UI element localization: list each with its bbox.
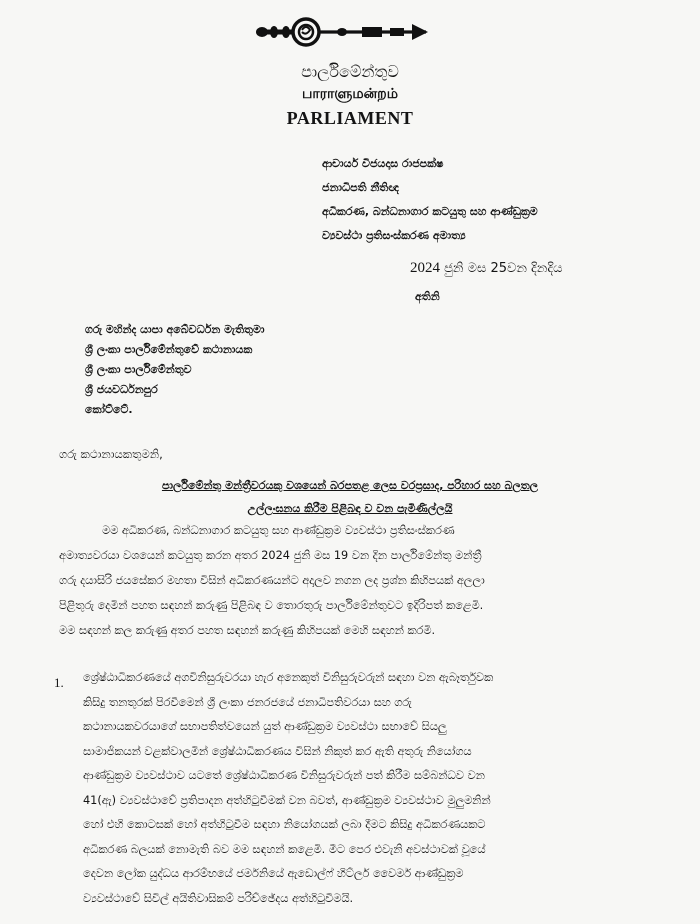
paragraph-line: මම අධිකරණ, බන්ධනාගාර කටයුතු සහ ආණ්ඩුක්‍රම ව්‍යවස්ථා ප්‍රතිසංස්කරණ bbox=[102, 524, 455, 537]
letterhead-sinhala: පාර්ලිමේන්තුව bbox=[301, 62, 399, 81]
paragraph-line: පිළිතුරු දෙමින් පහත සඳහන් කරුණු පිළිබඳ ව තොරතුරු පාර්ලිමේන්තුවට ඉදිරිපත් කළෙමි. bbox=[59, 599, 484, 612]
numbered-item-1 bbox=[83, 666, 639, 911]
minister-name: ආචාර්ය විජයදාස රාජපක්ෂ bbox=[322, 157, 444, 170]
paragraph-line: ගරු දයාසිරි ජයසේකර මහතා විසින් අධිකරණයන්ට අදාලව නගන ලද ප්‍රශ්න කිහිපයක් අලලා bbox=[59, 574, 485, 587]
addressee-line: ශ්‍රී ලංකා පාර්ලිමේන්තුව bbox=[85, 363, 192, 376]
letter-date bbox=[410, 260, 562, 277]
item-number: 1. bbox=[54, 675, 64, 690]
item-line: සාමාජිකයන් වළක්වාලමින් ශ්‍රේෂ්ඨාධිකරණය විසින් නිකුත් කර ඇති අතුරු නියෝගය bbox=[83, 744, 472, 758]
minister-title: ජනාධිපති නීතිඥ bbox=[322, 181, 399, 194]
paragraph-line: මම සඳහන් කල කරුණු අතර පහත සඳහන් කරුණු කිහිපයක් මෙහි සඳහන් කරමි. bbox=[59, 624, 436, 637]
item-line: ශ්‍රේෂ්ඨාධිකරණයේ අගවිනිසුරුවරයා හැර අනෙකුත් විනිසුරුවරුන් සඳහා වන ඇබෑර්තුවක bbox=[83, 671, 494, 684]
subject-line: උල්ලංඝනය කිරීම පිළිබඳ ව වන පැමිණිල්ලයි bbox=[247, 502, 453, 515]
item-line: ව්‍යවස්ථාවේ සිවිල් අයිතිවාසිකම් පරිච්ඡේදය අත්හිටුවීමයි. bbox=[83, 891, 354, 905]
addressee-block bbox=[85, 320, 265, 420]
greeting: ගරු කථානායකතුමනි, bbox=[59, 447, 163, 461]
addressee-line: කෝට්ටේ. bbox=[85, 403, 133, 416]
addressee-line: ශ්‍රී ජයවර්ධනපුර bbox=[85, 383, 158, 396]
letterhead-english: PARLIAMENT bbox=[286, 108, 414, 128]
item-line: ආණ්ඩුක්‍රම ව්‍යවස්ථාව යටතේ ශ්‍රේෂ්ඨාධිකරණ විනිසුරුවරුන් පත් කිරීම සම්බන්ධව වන bbox=[83, 769, 485, 782]
minister-portfolio-line-1: අධිකරණ, බන්ධනාගාර කටයුතු සහ ආණ්ඩුක්‍රම bbox=[322, 205, 538, 218]
minister-signature-block bbox=[322, 152, 538, 248]
letterhead-tamil: பாராளுமன்றம் bbox=[302, 86, 398, 102]
subject-heading bbox=[60, 474, 640, 520]
item-line: කිසිදු තනතුරක් පිරවීමෙන් ශ්‍රී ලංකා ජනරජයේ ජනාධිපතිවරයා සහ ගරු bbox=[83, 695, 412, 709]
item-line: 41(ඇ) ව්‍යවස්ථාවේ ප්‍රතිපාදන අත්හිටුවීමක් වන බවත්, ආණ්ඩුක්‍රම ව්‍යවස්ථාව මුලුමනින් bbox=[83, 793, 491, 807]
item-line: හෝ එහි කොටසක් හෝ අත්හිටුවීම සඳහා නියෝගයක් ලබා දීමට කිසිදු අධිකරණයකට bbox=[83, 818, 486, 831]
paragraph-line: අමාත්‍යවරයා වශයෙන් කටයුතු කරන අතර 2024 ජුනි මස 19 වන දින පාර්ලිමේන්තු මන්ත්‍රී bbox=[59, 549, 482, 562]
subject-line: පාර්ලිමේන්තු මන්ත්‍රීවරයකු වශයෙන් බරපතළ ලෙස වරප්‍රසාද, පරිහාර සහ බලතල bbox=[161, 479, 539, 492]
minister-portfolio-line-2: ව්‍යවස්ථා ප්‍රතිසංස්කරණ අමාත්‍ය bbox=[322, 229, 466, 242]
parliament-mace-emblem bbox=[252, 14, 432, 54]
date-year: 2024 bbox=[410, 260, 440, 276]
addressee-line: ගරු මහින්ද යාපා අබේවර්ධන මැතිතුමා bbox=[85, 323, 265, 336]
date-rest: ජුනි මස 25වන දිනදිය bbox=[440, 261, 563, 276]
item-line: අධිකරණ බලයක් නොමැති බව මම සඳහන් කළෙමි. මීට පෙර එවැනි අවස්ථාවක් වූයේ bbox=[83, 842, 486, 856]
item-line: කථානායකවරයාගේ සභාපතිත්වයෙන් යුත් ආණ්ඩුක්‍රම ව්‍යවස්ථා සභාවේ සියලු bbox=[83, 720, 447, 733]
item-line: දෙවන ලෝක යුද්ධය ආරම්භයේ ජර්මනියේ ඇඩොල්ෆ් හිට්ලර් වෛමර් ආණ්ඩුක්‍රම bbox=[83, 867, 464, 880]
addressee-line: ශ්‍රී ලංකා පාර්ලිමේන්තුවේ කථානායක bbox=[85, 343, 253, 356]
intro-paragraph bbox=[59, 518, 639, 643]
salutation: අතිනි bbox=[415, 290, 440, 303]
